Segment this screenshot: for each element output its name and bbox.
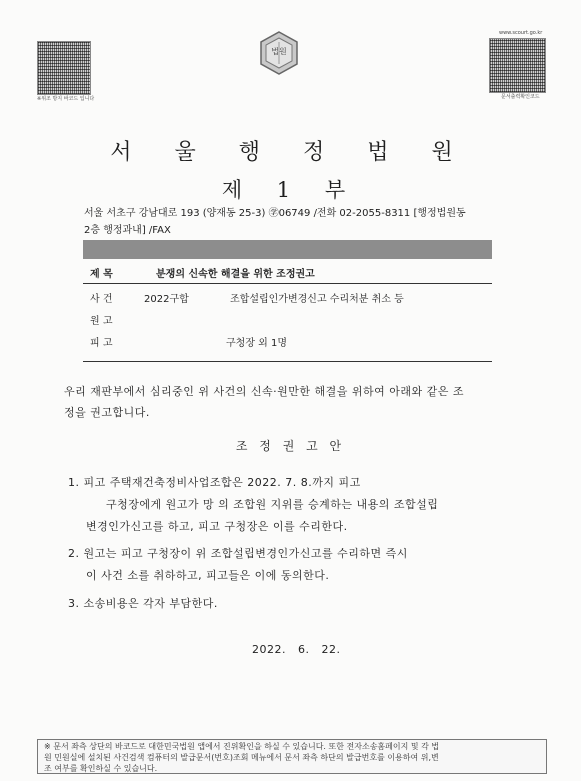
case-number: 2022구합 xyxy=(144,294,189,305)
subject-label: 제 목 xyxy=(90,269,113,280)
court-seal-icon xyxy=(256,30,302,76)
plaintiff-label: 원 고 xyxy=(90,316,113,327)
notice-line-1: ※ 문서 좌측 상단의 바코드로 대한민국법원 앱에서 진위확인을 하실 수 있습니다. 또한 전자소송홈페이지 및 각 법 xyxy=(44,742,440,751)
address-line-1: 서울 서초구 강남대로 193 (양재동 25-3) ㊫06749 /전화 02-2055-8311 [행정법원동 xyxy=(84,208,466,219)
defendant-label: 피 고 xyxy=(90,338,113,349)
court-name: 서 울 행 정 법 원 xyxy=(110,140,471,165)
case-info-bottom-rule xyxy=(83,361,492,362)
item-1-line-1: 1. 피고 주택재건축정비사업조합은 2022. 7. 8.까지 피고 xyxy=(68,476,361,489)
authenticity-notice xyxy=(37,739,547,774)
case-label: 사 건 xyxy=(90,294,113,305)
item-1-line-2: 구청장에게 원고가 망 의 조합원 지위를 승계하는 내용의 조합설립 xyxy=(106,498,439,511)
subject-value: 분쟁의 신속한 해결을 위한 조정권고 xyxy=(156,269,315,280)
recommendation-heading: 조 정 권 고 안 xyxy=(235,439,346,453)
barcode-right-url: www.scourt.go.kr xyxy=(499,30,543,36)
notice-line-3: 조 여부를 확인하실 수 있습니다. xyxy=(44,764,158,773)
defendant-value: 구청장 외 1명 xyxy=(226,338,288,349)
item-3: 3. 소송비용은 각자 부담한다. xyxy=(68,597,218,610)
subject-underline xyxy=(83,283,492,284)
case-name: 조합설립인가변경신고 수리처분 취소 등 xyxy=(230,294,404,305)
verification-barcode-right xyxy=(489,38,546,93)
header-divider-band xyxy=(83,240,492,259)
barcode-right-caption: 문서출력확인코드 xyxy=(501,94,540,100)
document-date: 2022. 6. 22. xyxy=(252,643,341,656)
intro-line-1: 우리 재판부에서 심리중인 위 사건의 신속·원만한 해결을 위하여 아래와 같은 조 xyxy=(64,385,464,398)
court-address xyxy=(84,205,504,239)
verification-barcode-left xyxy=(37,41,91,95)
barcode-left-caption: ※위조 방지 바코드 입니다 xyxy=(37,96,95,102)
department-name: 제 1 부 xyxy=(221,178,360,202)
intro-line-2: 정을 권고합니다. xyxy=(64,406,150,419)
seal-text: 법원 xyxy=(271,47,287,56)
item-1-line-3: 변경인가신고를 하고, 피고 구청장은 이를 수리한다. xyxy=(86,520,348,533)
item-2-line-1: 2. 원고는 피고 구청장이 위 조합설립변경인가신고를 수리하면 즉시 xyxy=(68,547,408,560)
item-2-line-2: 이 사건 소를 취하하고, 피고들은 이에 동의한다. xyxy=(86,569,330,582)
address-line-2: 2층 행정과내] /FAX xyxy=(84,225,171,236)
notice-line-2: 원 민원실에 설치된 사건검색 컴퓨터의 발급문서(번호)조회 메뉴에서 문서 좌측 하단의 발급번호를 이용하여 위,변 xyxy=(44,753,439,762)
